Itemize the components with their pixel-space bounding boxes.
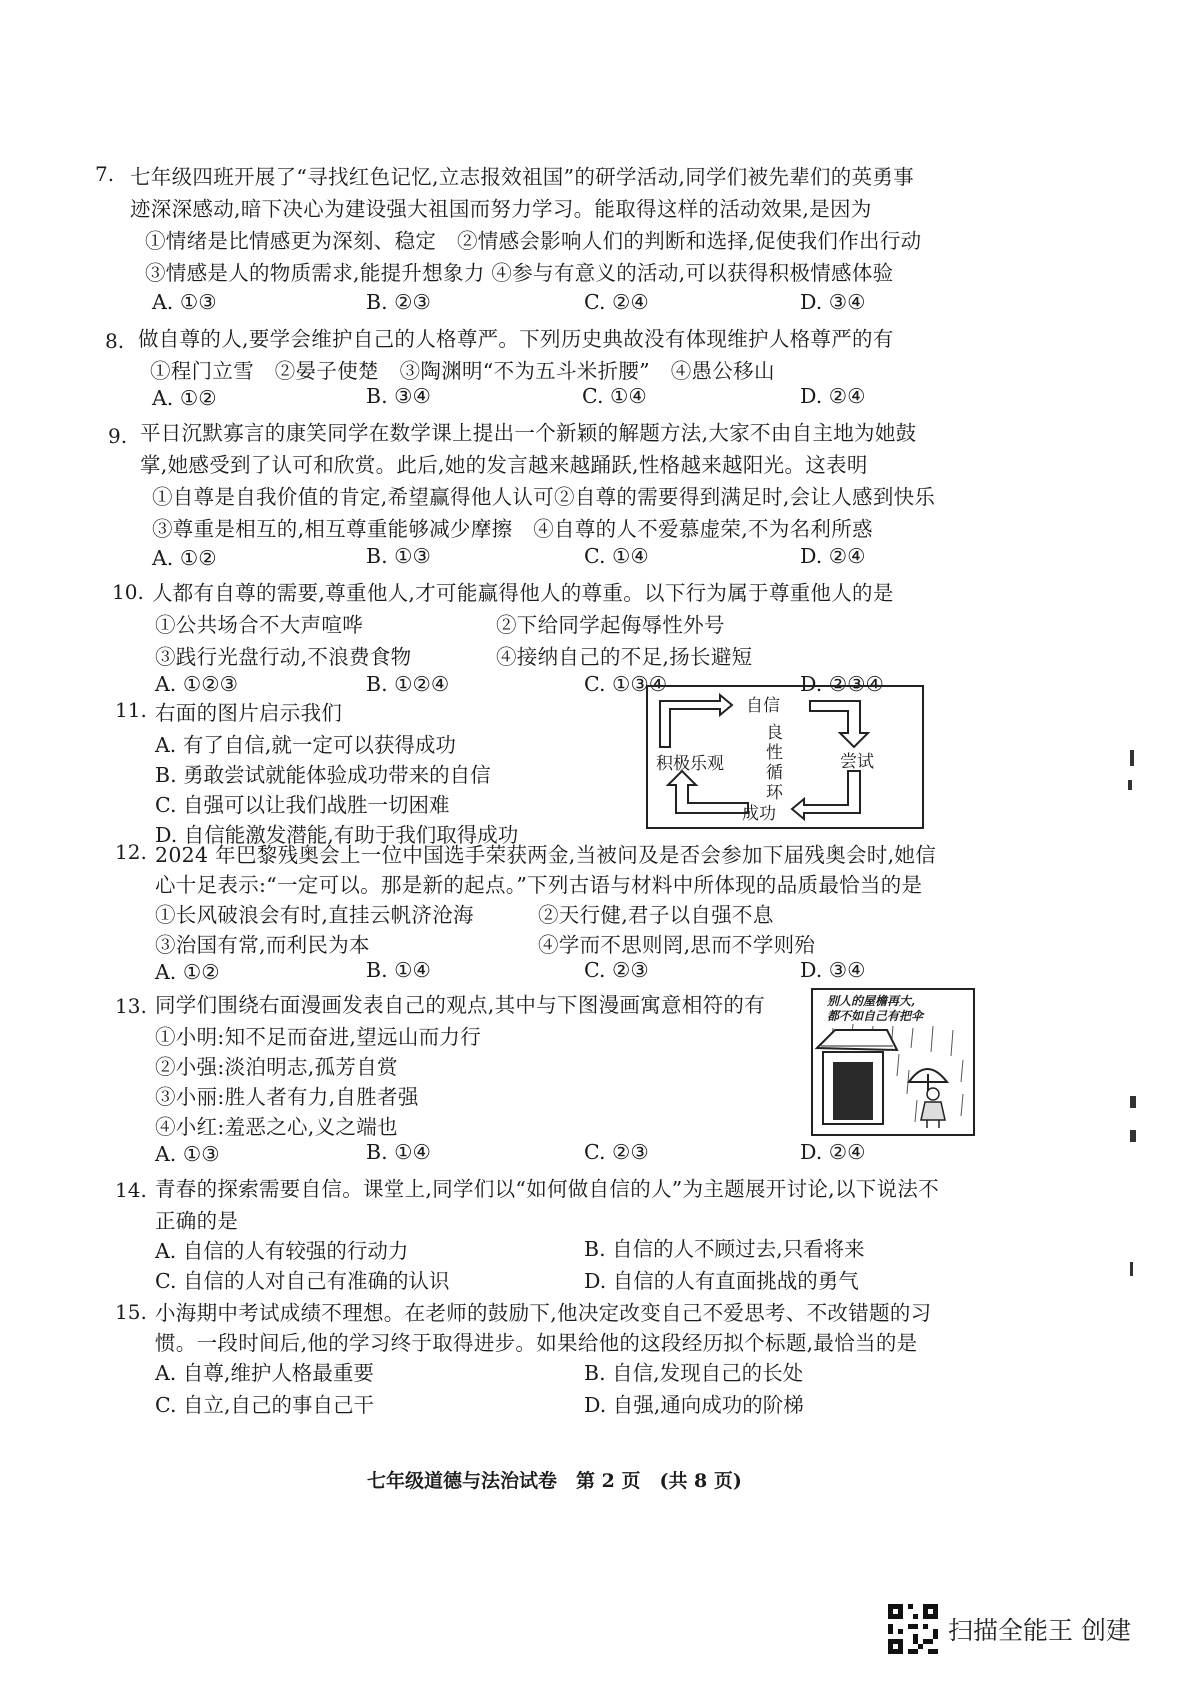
option-d: D. 自强,通向成功的阶梯 xyxy=(584,1393,804,1417)
option-a: A. ①② xyxy=(152,386,217,410)
scan-artifact xyxy=(1128,780,1132,790)
question-number: 13. xyxy=(115,994,147,1018)
diagram-node-top: 自信 xyxy=(746,696,780,716)
scanner-watermark xyxy=(888,1604,1131,1654)
question-statement: ③小丽:胜人者有力,自胜者强 xyxy=(155,1085,419,1109)
question-statement: ①小明:知不足而奋进,望远山而力行 xyxy=(155,1025,482,1049)
option-c: C. 自立,自己的事自己干 xyxy=(155,1393,375,1417)
question-number: 10. xyxy=(112,580,144,604)
option-b: B. ①③ xyxy=(366,544,431,568)
diagram-node-bottom: 成功 xyxy=(742,804,776,824)
page-footer: 七年级道德与法治试卷 第 2 页 (共 8 页) xyxy=(367,1470,742,1492)
option-c: C. ①③④ xyxy=(584,672,668,696)
option-c: C. ①④ xyxy=(584,544,649,568)
question-statement: ③情感是人的物质需求,能提升想象力 ④参与有意义的活动,可以获得积极情感体验 xyxy=(145,261,894,285)
option-d: D. 自信能激发潜能,有助于我们取得成功 xyxy=(155,823,519,847)
option-b: B. ①②④ xyxy=(366,672,450,696)
diagram-node-left: 积极乐观 xyxy=(656,754,724,774)
option-d: D. 自信的人有直面挑战的勇气 xyxy=(584,1269,859,1293)
option-a: A. ①② xyxy=(155,960,220,984)
scan-artifact xyxy=(1130,1130,1136,1142)
option-d: D. ②④ xyxy=(800,384,866,408)
question-text: 掌,她感受到了认可和欣赏。此后,她的发言越来越踊跃,性格越来越阳光。这表明 xyxy=(140,453,868,477)
cartoon-image xyxy=(811,988,975,1136)
option-a: A. ①③ xyxy=(155,1142,220,1166)
question-text: 做自尊的人,要学会维护自己的人格尊严。下列历史典故没有体现维护人格尊严的有 xyxy=(138,327,894,351)
question-statement: ①情绪是比情感更为深刻、稳定 ②情感会影响人们的判断和选择,促使我们作出行动 xyxy=(145,229,922,253)
scan-artifact xyxy=(1130,1096,1136,1108)
question-number: 15. xyxy=(115,1300,147,1324)
question-statement: ①公共场合不大声喧哗 xyxy=(155,613,363,637)
option-b: B. ①④ xyxy=(366,1140,431,1164)
option-d: D. ②④ xyxy=(800,544,866,568)
question-text: 2024 年巴黎残奥会上一位中国选手荣获两金,当被问及是否会参加下届残奥会时,她信 xyxy=(155,843,937,867)
option-a: A. 自信的人有较强的行动力 xyxy=(155,1239,409,1263)
question-text: 右面的图片启示我们 xyxy=(155,701,343,725)
qr-code-icon xyxy=(888,1604,938,1654)
question-text: 七年级四班开展了“寻找红色记忆,立志报效祖国”的研学活动,同学们被先辈们的英勇事 xyxy=(130,165,914,189)
question-statement: ③践行光盘行动,不浪费食物 xyxy=(155,645,412,669)
question-number: 14. xyxy=(115,1178,147,1202)
scan-artifact xyxy=(1130,750,1134,766)
option-b: B. 自信的人不顾过去,只看将来 xyxy=(584,1237,865,1261)
question-text: 平日沉默寡言的康笑同学在数学课上提出一个新颖的解题方法,大家不由自主地为她鼓 xyxy=(140,421,917,445)
option-b: B. 勇敢尝试就能体验成功带来的自信 xyxy=(155,763,491,787)
option-d: D. ③④ xyxy=(800,290,866,314)
question-text: 同学们围绕右面漫画发表自己的观点,其中与下图漫画寓意相符的有 xyxy=(155,993,766,1017)
question-text: 惯。一段时间后,他的学习终于取得进步。如果给他的这段经历拟个标题,最恰当的是 xyxy=(155,1331,918,1355)
option-a: A. ①②③ xyxy=(155,672,238,696)
option-c: C. ②③ xyxy=(584,958,649,982)
question-text: 心十足表示:“一定可以。那是新的起点。”下列古语与材料中所体现的品质最恰当的是 xyxy=(155,873,923,897)
option-c: C. ②③ xyxy=(584,1140,649,1164)
diagram-node-right: 尝试 xyxy=(840,752,874,772)
option-b: B. 自信,发现自己的长处 xyxy=(584,1361,804,1385)
question-text: 迹深深感动,暗下决心为建设强大祖国而努力学习。能取得这样的活动效果,是因为 xyxy=(130,197,872,221)
question-statement: ④学而不思则罔,思而不学则殆 xyxy=(538,933,816,957)
question-text: 青春的探索需要自信。课堂上,同学们以“如何做自信的人”为主题展开讨论,以下说法不 xyxy=(155,1177,939,1201)
option-a: A. 自尊,维护人格最重要 xyxy=(155,1361,374,1385)
question-text: 正确的是 xyxy=(155,1209,239,1233)
watermark-text: 扫描全能王 创建 xyxy=(948,1616,1131,1645)
question-text: 小海期中考试成绩不理想。在老师的鼓励下,他决定改变自己不爱思考、不改错题的习 xyxy=(155,1301,932,1325)
question-text: 人都有自尊的需要,尊重他人,才可能赢得他人的尊重。以下行为属于尊重他人的是 xyxy=(152,581,894,605)
question-statement: ③治国有常,而利民为本 xyxy=(155,933,370,957)
question-statement: ②下给同学起侮辱性外号 xyxy=(496,613,725,637)
option-d: D. ③④ xyxy=(800,958,866,982)
option-c: C. ①④ xyxy=(582,384,647,408)
question-number: 12. xyxy=(115,840,147,864)
question-number: 8. xyxy=(105,329,125,353)
question-number: 7. xyxy=(95,162,115,186)
cartoon-caption: 别人的屋檐再大, 都不如自己有把伞 xyxy=(827,994,924,1023)
question-number: 9. xyxy=(108,424,128,448)
question-statement: ①程门立雪 ②晏子使楚 ③陶渊明“不为五斗米折腰” ④愚公移山 xyxy=(150,359,775,383)
option-c: C. ②④ xyxy=(584,290,649,314)
question-number: 11. xyxy=(115,698,147,722)
option-a: A. ①② xyxy=(152,546,217,570)
option-b: B. ③④ xyxy=(366,384,431,408)
cartoon-drawing xyxy=(813,990,973,1134)
question-statement: ①长风破浪会有时,直挂云帆济沧海 xyxy=(155,903,474,927)
cycle-diagram xyxy=(646,685,924,829)
scan-artifact xyxy=(1130,1262,1133,1276)
option-d: D. ②③④ xyxy=(800,672,884,696)
option-d: D. ②④ xyxy=(800,1140,866,1164)
question-statement: ④小红:羞恶之心,义之端也 xyxy=(155,1115,398,1139)
question-statement: ②天行健,君子以自强不息 xyxy=(538,903,774,927)
question-statement: ④接纳自己的不足,扬长避短 xyxy=(496,645,753,669)
question-statement: ①自尊是自我价值的肯定,希望赢得他人认可②自尊的需要得到满足时,会让人感到快乐 xyxy=(152,485,936,509)
option-a: A. ①③ xyxy=(152,290,217,314)
diagram-center-label: 良 性 循 环 xyxy=(766,723,783,803)
question-statement: ③尊重是相互的,相互尊重能够减少摩擦 ④自尊的人不爱慕虚荣,不为名利所惑 xyxy=(152,517,873,541)
question-statement: ②小强:淡泊明志,孤芳自赏 xyxy=(155,1055,398,1079)
option-c: C. 自强可以让我们战胜一切困难 xyxy=(155,793,450,817)
option-b: B. ①④ xyxy=(366,958,431,982)
option-a: A. 有了自信,就一定可以获得成功 xyxy=(155,733,456,757)
option-c: C. 自信的人对自己有准确的认识 xyxy=(155,1269,450,1293)
option-b: B. ②③ xyxy=(366,290,431,314)
